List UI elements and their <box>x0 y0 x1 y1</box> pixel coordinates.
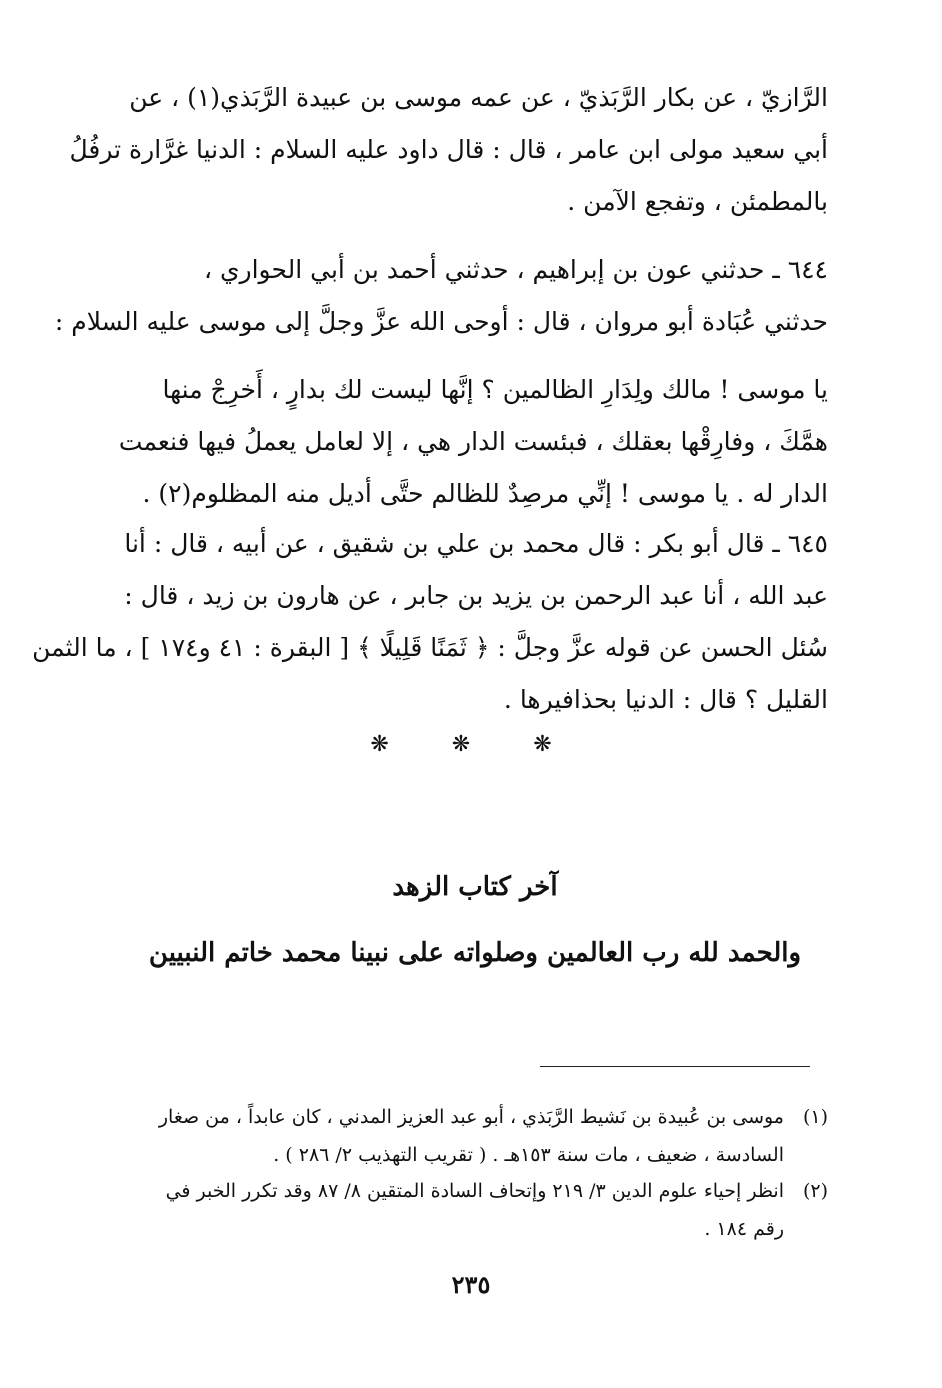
paragraph-645 <box>32 518 828 726</box>
footnote-line: انظر إحياء علوم الدين ٣/ ٢١٩ وإتحاف السادة المتقين ٨/ ٨٧ وقد تكرر الخبر في <box>165 1180 784 1202</box>
footnote-marker: (١) <box>802 1106 828 1128</box>
text-line: بالمطمئن ، وتفجع الآمن . <box>567 187 828 216</box>
footnote-line: السادسة ، ضعيف ، مات سنة ١٥٣هـ . ( تقريب التهذيب ٢/ ٢٨٦ ) . <box>273 1144 784 1166</box>
text-line: حدثني عُبَادة أبو مروان ، قال : أوحى الله عزَّ وجلَّ إلى موسى عليه السلام : <box>54 307 828 336</box>
text-line: ٦٤٤ ـ حدثني عون بن إبراهيم ، حدثني أحمد بن أبي الحواري ، <box>203 255 828 284</box>
text-line: أبي سعيد مولى ابن عامر ، قال : قال داود عليه السلام : الدنيا غرَّارة ترفُلُ <box>69 135 828 164</box>
text-line: الدار له . يا موسى ! إنِّي مرصِدٌ للظالم حتَّى أديل منه المظلوم(٢) . <box>142 479 828 508</box>
footnote-line: رقم ١٨٤ . <box>704 1218 784 1240</box>
text-line: يا موسى ! مالك ولِدَارِ الظالمين ؟ إنَّها ليست لك بدارٍ ، أَخرِجْ منها <box>162 375 828 404</box>
text-line: الرَّازيّ ، عن بكار الرَّبَذيّ ، عن عمه موسى بن عبيدة الرَّبَذي(١) ، عن <box>129 83 828 112</box>
paragraph-quote <box>118 364 828 520</box>
footnote-marker: (٢) <box>802 1180 828 1202</box>
section-separator: ❋ ❋ ❋ <box>370 732 580 757</box>
footnote-2 <box>122 1172 828 1248</box>
text-line: سُئل الحسن عن قوله عزَّ وجلَّ : ﴿ ثَمَنًا قَلِيلًا ﴾ [ البقرة : ٤١ و١٧٤ ] ، ما الثمن <box>32 633 828 662</box>
page-number: ٢٣٥ <box>451 1270 491 1299</box>
text-line: عبد الله ، أنا عبد الرحمن بن يزيد بن جابر ، عن هارون بن زيد ، قال : <box>124 581 828 610</box>
book-end-title: آخر كتاب الزهد <box>392 872 558 902</box>
footnote-1 <box>122 1098 828 1174</box>
text-line: ٦٤٥ ـ قال أبو بكر : قال محمد بن علي بن شقيق ، عن أبيه ، قال : أنا <box>124 529 828 558</box>
paragraph-continuation <box>69 72 828 228</box>
text-line: همَّكَ ، وفارِقْها بعقلك ، فبئست الدار هي ، إلا لعامل يعملُ فيها فنعمت <box>118 427 828 456</box>
footnote-line: موسى بن عُبيدة بن نَشيط الرَّبَذي ، أبو عبد العزيز المدني ، كان عابداً ، من صغار <box>158 1106 784 1128</box>
footnote-divider <box>540 1066 810 1067</box>
text-line: القليل ؟ قال : الدنيا بحذافيرها . <box>503 685 828 714</box>
paragraph-644 <box>54 244 828 348</box>
doxology: والحمد لله رب العالمين وصلواته على نبينا محمد خاتم النبيين <box>148 938 802 968</box>
